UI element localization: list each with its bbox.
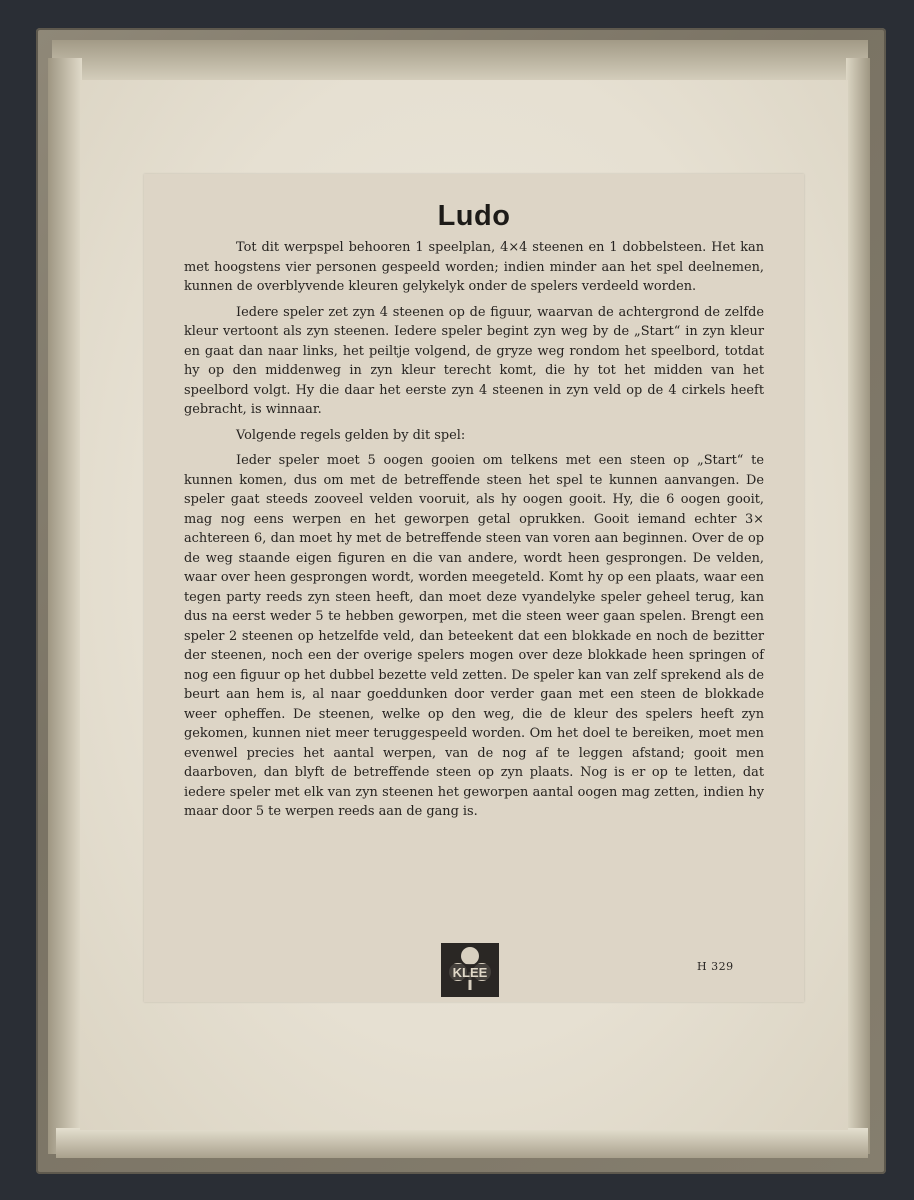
- page-title: Ludo: [437, 200, 511, 232]
- box-wall-left: [48, 58, 82, 1154]
- rules-text: [184, 238, 764, 828]
- rules-sheet: [144, 174, 804, 1002]
- paragraph-intro: Tot dit werpspel behooren 1 speelplan, 4×4 steenen en 1 dobbelsteen. Het kan met hoogstens vier personen gespeeld worden; indien minder aan het spel deelnemen, kunnen de overblyvende kleuren gelykelyk onder de spelers verdeeld worden.: [184, 240, 764, 294]
- paragraph-rules: Ieder speler moet 5 oogen gooien om telkens met een steen op „Start“ te kunnen komen, dus om met de betreffende steen het spel te kunnen aanvangen. De speler gaat steeds zooveel velden vooruit, als hy oogen gooit. Hy, die 6 oogen gooit, mag nog eens werpen en het geworpen getal oprukken. Gooit iemand echter 3× achtereen 6, dan moet hy met de betreffende steen van voren aan beginnen. Over de op de weg staande eigen figuren en die van andere, wordt heen gesprongen. De velden, waar over heen gesprongen wordt, worden meegeteld. Komt hy op een plaats, waar een tegen party reeds zyn steen heeft, dan moet deze vyandelyke speler geheel terug, kan dus na eerst weder 5 te hebben geworpen, met die steen weer gaan spelen. Brengt een speler 2 steenen op hetzelfde veld, dan beteekent dat een blokkade en noch de bezitter der steenen, noch een der overige spelers mogen over deze blokkade heen springen of nog een figuur op het dubbel bezette veld zetten. De speler kan van zelf sprekend als de beurt aan hem is, al naar goeddunken door verder gaan met een steen de blokkade weer opheffen. De steenen, welke op den weg, die de kleur des spelers heeft zyn gekomen, kunnen niet meer teruggespeeld worden. Om het doel te bereiken, moet men evenwel precies het aantal werpen, van de nog af te leggen afstand; gooit men daarboven, dan blyft de betreffende steen op zyn plaats. Nog is er op te letten, dat iedere speler met elk van zyn steenen het geworpen aantal oogen mag zetten, indien hy maar door 5 te werpen reeds aan de gang is.: [184, 453, 764, 819]
- box-wall-right: [846, 58, 870, 1154]
- box-wall-top: [52, 40, 868, 84]
- logo-wordmark: KLEE: [452, 965, 488, 980]
- paragraph-setup: Iedere speler zet zyn 4 steenen op de figuur, waarvan de achtergrond de zelfde kleur vertoont als zyn steenen. Iedere speler begint zyn weg by de „Start“ in zyn kleur en gaat dan naar links, het peiltje volgend, de gryze weg rondom het speelbord, totdat hy op den middenweg in zyn kleur terecht komt, die hy tot het midden van het speelbord volgt. Hy die daar het eerste zyn 4 steenen in zyn veld op de 4 cirkels heeft gebracht, is winnaar.: [184, 304, 764, 417]
- paragraph-rules-heading: Volgende regels gelden by dit spel:: [236, 427, 466, 443]
- klee-logo: [440, 942, 500, 998]
- box-wall-bottom: [56, 1128, 868, 1158]
- clover-logo-icon: [440, 942, 500, 998]
- catalog-code: H 329: [697, 960, 734, 973]
